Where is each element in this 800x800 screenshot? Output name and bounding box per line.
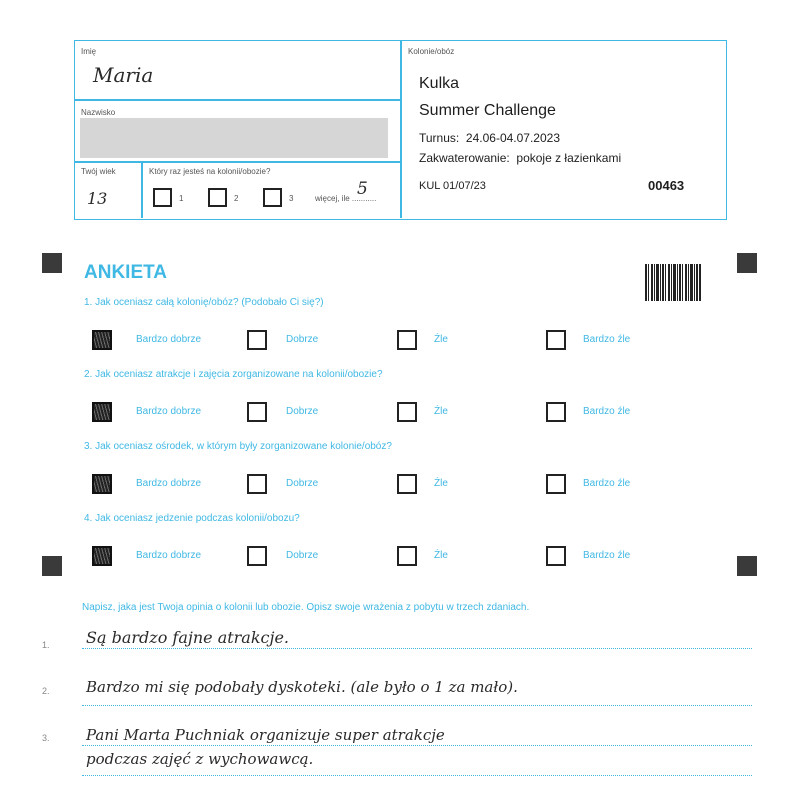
rating-option-label: Bardzo dobrze	[136, 550, 202, 561]
opinion-text-line-1[interactable]: Są bardzo fajne atrakcje.	[86, 628, 290, 647]
rating-checkbox[interactable]	[247, 546, 267, 566]
more-label: więcej, ile ...........	[315, 194, 377, 203]
rating-option-label: Źle	[434, 550, 448, 561]
camp-label: Kolonie/obóz	[408, 47, 455, 56]
rating-option-label: Dobrze	[286, 550, 319, 561]
rating-option-label: Bardzo dobrze	[136, 334, 202, 345]
name-label: Imię	[81, 47, 97, 56]
question-text: 1. Jak oceniasz całą kolonię/obóz? (Podobało Ci się?)	[84, 297, 324, 308]
times-checkbox-3[interactable]	[263, 188, 282, 207]
rating-option-label: Bardzo źle	[583, 550, 631, 561]
rating-checkbox[interactable]	[546, 546, 566, 566]
question-text: 4. Jak oceniasz jedzenie podczas kolonii/obozu?	[84, 513, 300, 524]
camp-program: Summer Challenge	[419, 102, 556, 119]
age-value[interactable]: 13	[87, 189, 108, 208]
registration-mark-bottom-right	[737, 556, 757, 576]
rating-checkbox[interactable]	[247, 474, 267, 494]
opinion-line-3-rule	[82, 745, 752, 746]
survey-title: ANKIETA	[84, 262, 168, 283]
opinion-line-2-rule	[82, 705, 752, 706]
times-label: Który raz jesteś na kolonii/obozie?	[149, 167, 271, 176]
rating-option-label: Źle	[434, 406, 448, 417]
turnus: Turnus: 24.06-04.07.2023	[419, 131, 561, 145]
times-option-3: 3	[289, 194, 294, 203]
rating-option-label: Bardzo źle	[583, 406, 631, 417]
more-value[interactable]: 5	[357, 179, 368, 199]
question-text: 2. Jak oceniasz atrakcje i zajęcia zorganizowane na kolonii/obozie?	[84, 369, 383, 380]
registration-mark-bottom-left	[42, 556, 62, 576]
opinion-text-line-4[interactable]: podczas zajęć z wychowawcą.	[86, 750, 314, 768]
opinion-line-number: 3.	[42, 733, 50, 743]
rating-checkbox[interactable]	[92, 330, 112, 350]
rating-checkbox[interactable]	[546, 402, 566, 422]
rating-option-label: Bardzo dobrze	[136, 406, 202, 417]
registration-mark-top-right	[737, 253, 757, 273]
opinion-line-number: 2.	[42, 686, 50, 696]
rating-checkbox[interactable]	[397, 546, 417, 566]
rating-checkbox[interactable]	[92, 546, 112, 566]
times-option-1: 1	[179, 194, 184, 203]
rating-checkbox[interactable]	[92, 402, 112, 422]
rating-checkbox[interactable]	[397, 402, 417, 422]
name-value[interactable]: Maria	[93, 63, 154, 87]
barcode-icon	[645, 264, 701, 301]
rating-checkbox[interactable]	[546, 474, 566, 494]
rating-option-label: Dobrze	[286, 334, 319, 345]
opinion-text-line-3[interactable]: Pani Marta Puchniak organizuje super atrakcje	[86, 726, 445, 744]
surname-redacted-field	[80, 118, 388, 158]
rating-option-label: Dobrze	[286, 406, 319, 417]
opinion-prompt: Napisz, jaka jest Twoja opinia o kolonii lub obozie. Opisz swoje wrażenia z pobytu w trzech zdaniach.	[82, 602, 530, 613]
rating-option-label: Bardzo dobrze	[136, 478, 202, 489]
rating-option-label: Źle	[434, 478, 448, 489]
form-number: 00463	[648, 178, 685, 193]
rating-checkbox[interactable]	[92, 474, 112, 494]
accommodation: Zakwaterowanie: pokoje z łazienkami	[419, 151, 622, 165]
rating-checkbox[interactable]	[247, 330, 267, 350]
times-option-2: 2	[234, 194, 239, 203]
rating-option-label: Dobrze	[286, 478, 319, 489]
age-label: Twój wiek	[81, 167, 116, 176]
rating-checkbox[interactable]	[247, 402, 267, 422]
times-checkbox-2[interactable]	[208, 188, 227, 207]
surname-label: Nazwisko	[81, 108, 116, 117]
registration-mark-top-left	[42, 253, 62, 273]
camp-code: KUL 01/07/23	[419, 180, 486, 192]
opinion-line-number: 1.	[42, 640, 50, 650]
times-checkbox-1[interactable]	[153, 188, 172, 207]
camper-info-box	[74, 40, 727, 220]
rating-option-label: Bardzo źle	[583, 334, 631, 345]
question-text: 3. Jak oceniasz ośrodek, w którym były zorganizowane kolonie/obóz?	[84, 441, 392, 452]
rating-checkbox[interactable]	[397, 474, 417, 494]
opinion-line-1-rule	[82, 648, 752, 649]
rating-option-label: Źle	[434, 334, 448, 345]
rating-option-label: Bardzo źle	[583, 478, 631, 489]
opinion-text-line-2[interactable]: Bardzo mi się podobały dyskoteki. (ale było o 1 za mało).	[86, 678, 518, 696]
opinion-line-4-rule	[82, 775, 752, 776]
rating-checkbox[interactable]	[546, 330, 566, 350]
camp-name: Kulka	[419, 75, 460, 92]
rating-checkbox[interactable]	[397, 330, 417, 350]
